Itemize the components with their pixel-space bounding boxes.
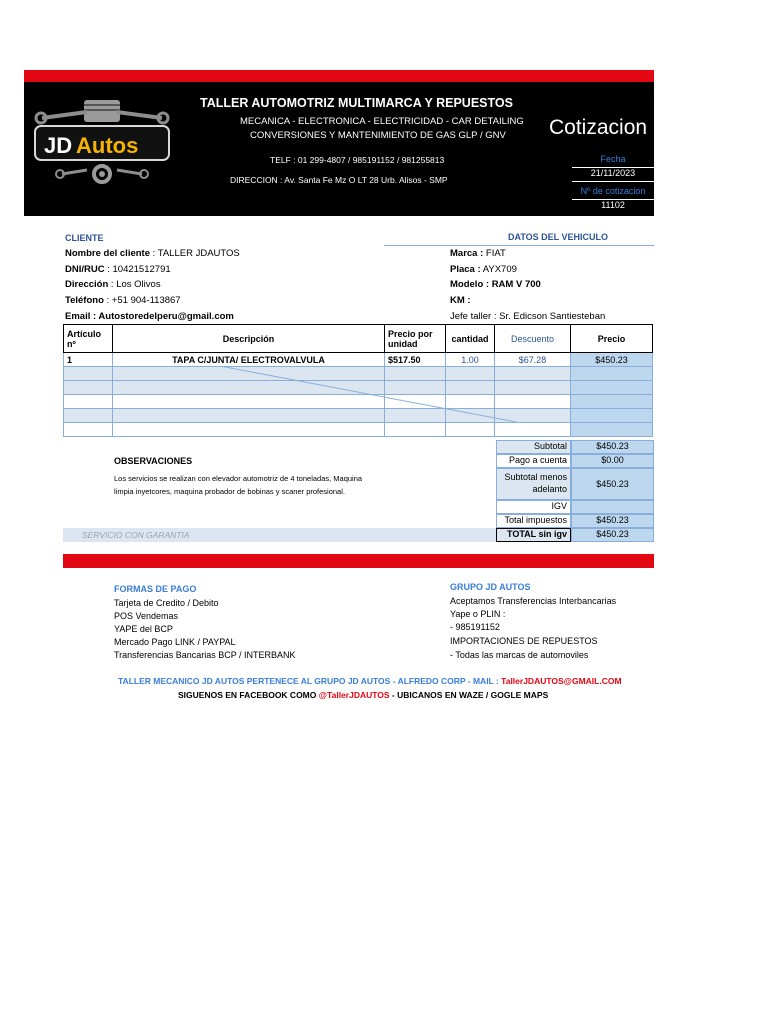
- pago-cuenta-row: [496, 454, 654, 468]
- footer-line-1: [118, 676, 622, 686]
- cell-descripcion: TAPA C/JUNTA/ ELECTROVALVULA: [113, 353, 385, 367]
- footer-email[interactable]: TallerJDAUTOS@GMAIL.COM: [501, 676, 622, 686]
- footer-line-2-tail: - UBICANOS EN WAZE / GOGLE MAPS: [389, 690, 549, 700]
- table-diagonal-line: [220, 366, 520, 426]
- vehiculo-title: DATOS DEL VEHICULO: [508, 232, 609, 242]
- observaciones-title: OBSERVACIONES: [114, 456, 193, 466]
- grupo-item: Yape o PLIN :: [450, 609, 506, 619]
- col-descripcion: Descripción: [113, 325, 385, 353]
- email: [65, 311, 234, 322]
- pago-item: Transferencias Bancarias BCP / INTERBANK: [114, 650, 296, 660]
- garantia-text: SERVICIO CON GARANTIA: [82, 530, 190, 540]
- cliente-title: CLIENTE: [65, 233, 104, 243]
- services-line-2: CONVERSIONES Y MANTENIMIENTO DE GAS GLP / GNV: [250, 130, 506, 141]
- cell-precio: $450.23: [571, 353, 653, 367]
- cotizacion-number-value: 11102: [572, 199, 654, 213]
- placa-value: AYX709: [480, 264, 517, 275]
- bottom-red-bar: [63, 554, 654, 568]
- subtotal-row: [496, 440, 654, 454]
- phones: TELF : 01 299-4807 / 985191152 / 981255813: [270, 155, 445, 165]
- direccion-value: : Los Olivos: [108, 279, 161, 290]
- total-label: TOTAL sin igv: [496, 528, 571, 542]
- marca: [450, 248, 506, 259]
- igv-value: [571, 500, 654, 514]
- jefe-taller: Jefe taller : Sr. Edicson Santiesteban: [450, 311, 606, 322]
- dni-ruc: [65, 264, 171, 275]
- company-name: TALLER AUTOMOTRIZ MULTIMARCA Y REPUESTOS: [200, 96, 513, 110]
- cell-precio-unidad: $517.50: [385, 353, 446, 367]
- col-descuento: Descuento: [495, 325, 571, 353]
- svg-text:Autos: Autos: [76, 133, 139, 158]
- grupo-title: GRUPO JD AUTOS: [450, 582, 531, 592]
- total-impuestos-label: Total impuestos: [496, 514, 571, 528]
- footer-line-2-text: SIGUENOS EN FACEBOOK COMO: [178, 690, 319, 700]
- grupo-item: Aceptamos Transferencias Interbancarias: [450, 596, 617, 606]
- observaciones-line-1: Los servicios se realizan con elevador automotriz de 4 toneladas, Maquina: [114, 474, 363, 483]
- dni-value: : 10421512791: [104, 264, 171, 275]
- subtotal-menos-row: [496, 468, 654, 500]
- grupo-item: - Todas las marcas de automoviles: [450, 650, 589, 660]
- direccion-label: Dirección: [65, 279, 109, 290]
- fecha-label: Fecha: [600, 154, 626, 164]
- subtotal-value: $450.23: [571, 440, 654, 454]
- igv-label: IGV: [496, 500, 571, 514]
- direccion: [65, 279, 161, 290]
- address: DIRECCION : Av. Santa Fe Mz O LT 28 Urb. Alisos - SMP: [230, 175, 448, 185]
- document-title: Cotizacion: [549, 116, 648, 139]
- marca-label: Marca :: [450, 248, 484, 259]
- col-precio: Precio: [571, 325, 653, 353]
- observaciones-line-2: limpia inyetcores, maquina probador de bobinas y scaner profesional.: [114, 487, 345, 496]
- dni-label: DNI/RUC: [65, 264, 105, 275]
- total-row: [496, 528, 654, 542]
- top-red-bar: [24, 70, 654, 82]
- modelo: [450, 279, 541, 290]
- formas-pago-title: FORMAS DE PAGO: [114, 584, 197, 594]
- fecha-value: 21/11/2023: [572, 167, 654, 182]
- km-label: KM :: [450, 295, 471, 306]
- subtotal-label: Subtotal: [496, 440, 571, 454]
- nombre-cliente: [65, 248, 240, 259]
- jdautos-logo: [32, 96, 172, 188]
- total-value: $450.23: [571, 528, 654, 542]
- nombre-label: Nombre del cliente: [65, 248, 150, 259]
- facebook-handle[interactable]: @TallerJDAUTOS: [318, 690, 390, 700]
- header-banner: [24, 82, 654, 216]
- col-precio-unidad: Precio por unidad: [385, 325, 446, 353]
- telefono: [65, 295, 181, 306]
- table-row: [64, 353, 653, 367]
- placa-label: Placa :: [450, 264, 481, 275]
- subtotal-menos-value: $450.23: [571, 468, 654, 500]
- nombre-value: : TALLER JDAUTOS: [150, 248, 240, 259]
- pago-cuenta-label: Pago a cuenta: [496, 454, 571, 468]
- pago-item: Mercado Pago LINK / PAYPAL: [114, 637, 236, 647]
- col-cantidad: cantidad: [446, 325, 495, 353]
- igv-row: [496, 500, 654, 514]
- pago-cuenta-value: $0.00: [571, 454, 654, 468]
- grupo-item: - 985191152: [450, 622, 500, 632]
- marca-value: FIAT: [483, 248, 506, 259]
- cliente-rule: [384, 245, 654, 246]
- modelo-label: Modelo : RAM V 700: [450, 279, 541, 290]
- services-line-1: MECANICA - ELECTRONICA - ELECTRICIDAD - CAR DETAILING: [240, 116, 524, 127]
- svg-text:JD: JD: [44, 133, 73, 158]
- cotizacion-number-label: Nº de cotizacion: [580, 186, 646, 196]
- placa: [450, 264, 517, 275]
- grupo-item: IMPORTACIONES DE REPUESTOS: [450, 636, 598, 646]
- email-label: Email : Autostoredelperu@gmail.com: [65, 311, 234, 322]
- pago-item: Tarjeta de Credito / Debito: [114, 598, 219, 608]
- cell-descuento: $67.28: [495, 353, 571, 367]
- footer-line-1-text: TALLER MECANICO JD AUTOS PERTENECE AL GRUPO JD AUTOS - ALFREDO CORP - MAIL :: [118, 676, 502, 686]
- total-impuestos-row: [496, 514, 654, 528]
- pago-item: POS Vendemas: [114, 611, 179, 621]
- cell-articulo: 1: [64, 353, 113, 367]
- telefono-label: Teléfono: [65, 295, 104, 306]
- pago-item: YAPE del BCP: [114, 624, 173, 634]
- telefono-value: : +51 904-113867: [103, 295, 181, 306]
- total-impuestos-value: $450.23: [571, 514, 654, 528]
- cell-cantidad: 1.00: [446, 353, 495, 367]
- km: [450, 295, 471, 306]
- col-articulo: Artículo nº: [64, 325, 113, 353]
- table-header-row: [64, 325, 653, 353]
- subtotal-menos-label: Subtotal menos adelanto: [496, 468, 571, 500]
- footer-line-2: [178, 690, 548, 700]
